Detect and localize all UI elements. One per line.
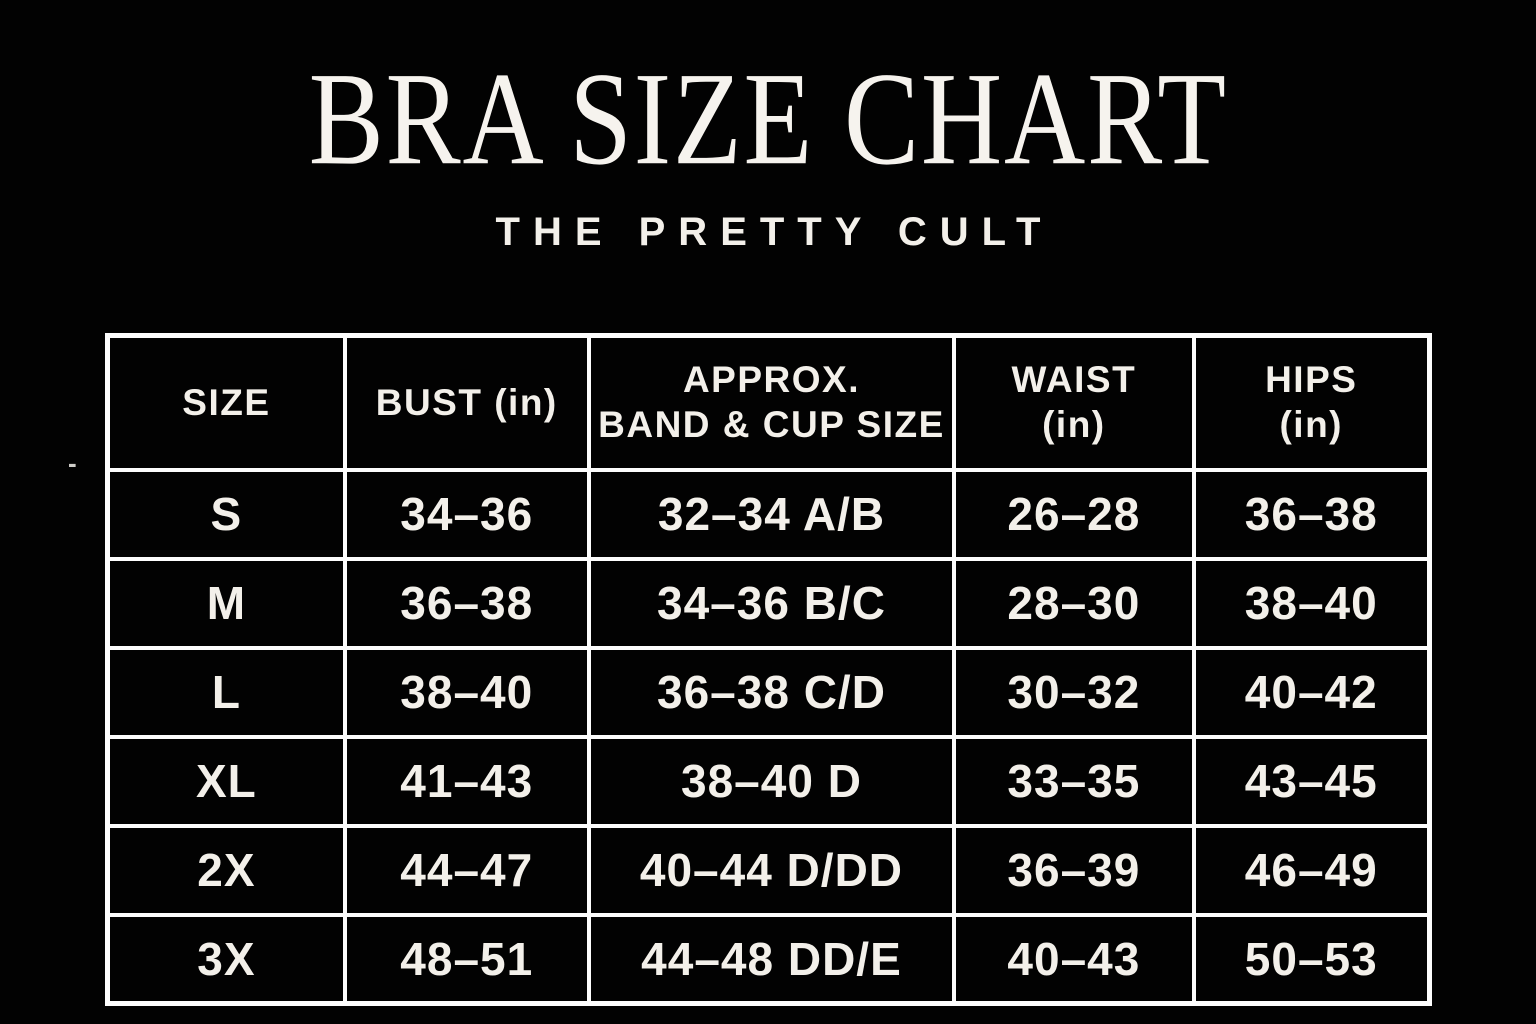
cell-size: L	[108, 648, 345, 737]
table-row	[108, 915, 1430, 1004]
column-header-bust: BUST (in)	[345, 336, 589, 470]
cell-waist: 30–32	[954, 648, 1193, 737]
column-header-band: APPROX. BAND & CUP SIZE	[589, 336, 955, 470]
page-title: BRA SIZE CHART	[308, 44, 1228, 193]
column-header-size: SIZE	[108, 336, 345, 470]
cell-band: 32–34 A/B	[589, 470, 955, 559]
cell-bust: 44–47	[345, 826, 589, 915]
cell-hips: 36–38	[1194, 470, 1430, 559]
cell-band: 36–38 C/D	[589, 648, 955, 737]
cell-bust: 48–51	[345, 915, 589, 1004]
cell-band: 44–48 DD/E	[589, 915, 955, 1004]
cell-hips: 38–40	[1194, 559, 1430, 648]
cell-band: 40–44 D/DD	[589, 826, 955, 915]
cell-size: 3X	[108, 915, 345, 1004]
cell-waist: 28–30	[954, 559, 1193, 648]
table-row	[108, 737, 1430, 826]
cell-waist: 36–39	[954, 826, 1193, 915]
cell-bust: 41–43	[345, 737, 589, 826]
cell-size: M	[108, 559, 345, 648]
cell-size: S	[108, 470, 345, 559]
cell-size: XL	[108, 737, 345, 826]
cell-hips: 40–42	[1194, 648, 1430, 737]
brand-subtitle: THE PRETTY CULT	[495, 210, 1054, 254]
table-header-row	[108, 336, 1430, 470]
cell-size: 2X	[108, 826, 345, 915]
column-header-waist: WAIST (in)	[954, 336, 1193, 470]
cell-bust: 34–36	[345, 470, 589, 559]
cell-waist: 26–28	[954, 470, 1193, 559]
bra-size-table	[105, 333, 1432, 1006]
cell-bust: 36–38	[345, 559, 589, 648]
cell-band: 34–36 B/C	[589, 559, 955, 648]
cell-band: 38–40 D	[589, 737, 955, 826]
table-row	[108, 826, 1430, 915]
cell-waist: 40–43	[954, 915, 1193, 1004]
cell-waist: 33–35	[954, 737, 1193, 826]
table-row	[108, 648, 1430, 737]
header-block	[0, 0, 1536, 255]
table-row	[108, 470, 1430, 559]
table-row	[108, 559, 1430, 648]
cell-hips: 46–49	[1194, 826, 1430, 915]
column-header-hips: HIPS (in)	[1194, 336, 1430, 470]
table-body	[108, 470, 1430, 1004]
stray-dash-mark: -	[68, 448, 77, 478]
cell-bust: 38–40	[345, 648, 589, 737]
cell-hips: 50–53	[1194, 915, 1430, 1004]
cell-hips: 43–45	[1194, 737, 1430, 826]
